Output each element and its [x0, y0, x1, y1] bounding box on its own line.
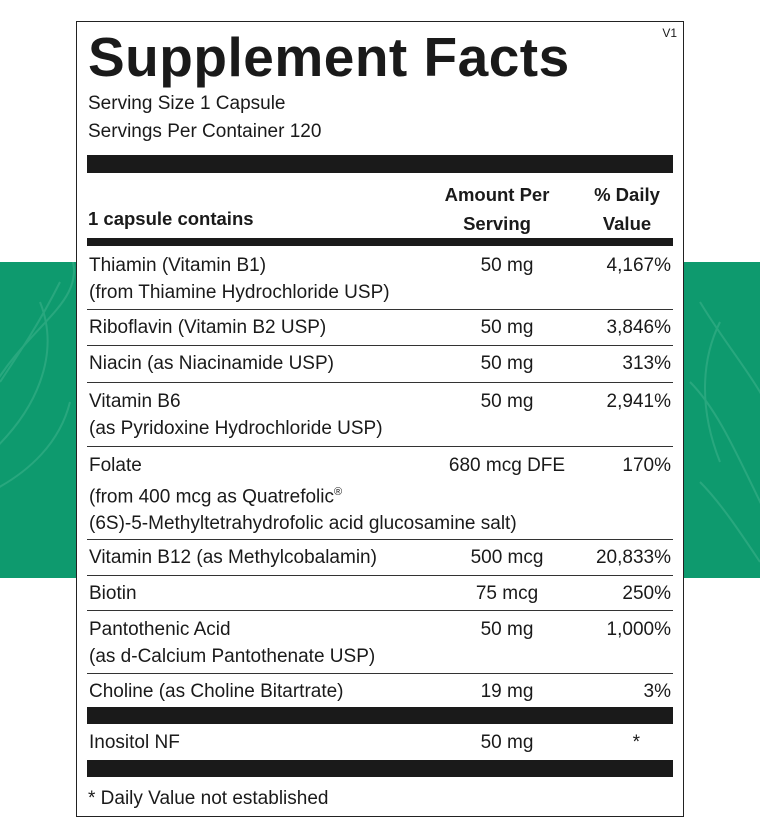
header-amount-line1: Amount Per — [444, 184, 550, 205]
row-divider — [87, 382, 673, 383]
header-amount-line2: Serving — [463, 213, 531, 234]
nutrient-name: Vitamin B12 (as Methylcobalamin) — [89, 547, 377, 568]
nutrient-amount: 50 mg — [480, 619, 534, 640]
nutrient-line1: Vitamin B6 — [89, 391, 181, 412]
nutrient-amount: 75 mcg — [475, 583, 539, 604]
nutrient-amount: 680 mcg DFE — [448, 455, 566, 476]
header-divider — [87, 238, 673, 246]
nutrient-line2: (as Pyridoxine Hydrochloride USP) — [89, 418, 383, 439]
thick-divider-top — [87, 155, 673, 173]
nutrient-name — [89, 252, 390, 306]
nutrient-name: Riboflavin (Vitamin B2 USP) — [89, 317, 327, 338]
servings-per-container: Servings Per Container 120 — [88, 121, 322, 142]
nutrient-name: Niacin (as Niacinamide USP) — [89, 353, 334, 374]
nutrient-name: Biotin — [89, 583, 137, 604]
thick-divider-middle — [87, 707, 673, 724]
nutrient-dv: 4,167% — [606, 255, 671, 276]
nutrient-name: Inositol NF — [89, 732, 180, 753]
nutrient-name — [89, 616, 375, 670]
row-divider — [87, 345, 673, 346]
nutrient-line1: Pantothenic Acid — [89, 619, 231, 640]
nutrient-dv: 170% — [622, 455, 671, 476]
nutrient-line2 — [89, 479, 517, 510]
header-contains: 1 capsule contains — [88, 208, 254, 229]
nutrient-amount: 500 mcg — [470, 547, 544, 568]
nutrient-dv: 2,941% — [606, 391, 671, 412]
nutrient-line2: (as d-Calcium Pantothenate USP) — [89, 646, 376, 667]
nutrient-dv: 3,846% — [606, 317, 671, 338]
thick-divider-bottom — [87, 760, 673, 777]
header-daily-value — [577, 180, 677, 238]
nutrient-line1: Folate — [89, 455, 142, 476]
nutrient-amount: 50 mg — [480, 255, 534, 276]
nutrient-line1: Thiamin (Vitamin B1) — [89, 255, 267, 276]
row-divider — [87, 575, 673, 576]
serving-size: Serving Size 1 Capsule — [88, 93, 286, 114]
nutrient-amount: 19 mg — [480, 681, 534, 702]
nutrient-amount: 50 mg — [480, 317, 534, 338]
nutrient-dv: 250% — [622, 583, 671, 604]
nutrient-dv: 3% — [643, 681, 671, 702]
nutrient-dv: 313% — [622, 353, 671, 374]
row-divider — [87, 610, 673, 611]
nutrient-amount: 50 mg — [480, 353, 534, 374]
row-divider — [87, 673, 673, 674]
nutrient-line3: (6S)-5-Methyltetrahydrofolic acid glucosamine salt) — [89, 513, 517, 535]
nutrient-amount: 50 mg — [480, 391, 534, 412]
registered-mark: ® — [333, 486, 343, 498]
nutrient-amount: 50 mg — [480, 732, 534, 753]
footnote: * Daily Value not established — [88, 788, 329, 809]
nutrient-line2: (from Thiamine Hydrochloride USP) — [89, 282, 390, 303]
nutrient-dv: 1,000% — [606, 619, 671, 640]
nutrient-line2-text: (from 400 mcg as Quatrefolic — [89, 486, 334, 508]
nutrient-dv: * — [632, 732, 640, 753]
nutrient-name — [89, 388, 383, 442]
version-code: V1 — [662, 26, 677, 40]
panel-title: Supplement Facts — [88, 26, 570, 88]
nutrient-dv: 20,833% — [595, 547, 671, 568]
row-divider — [87, 539, 673, 540]
row-divider — [87, 309, 673, 310]
header-dv-line2: Value — [602, 213, 652, 234]
row-divider — [87, 446, 673, 447]
supplement-facts-panel — [76, 21, 684, 817]
header-dv-line1: % Daily — [594, 184, 660, 205]
nutrient-name: Choline (as Choline Bitartrate) — [89, 681, 344, 702]
header-amount — [437, 180, 557, 238]
